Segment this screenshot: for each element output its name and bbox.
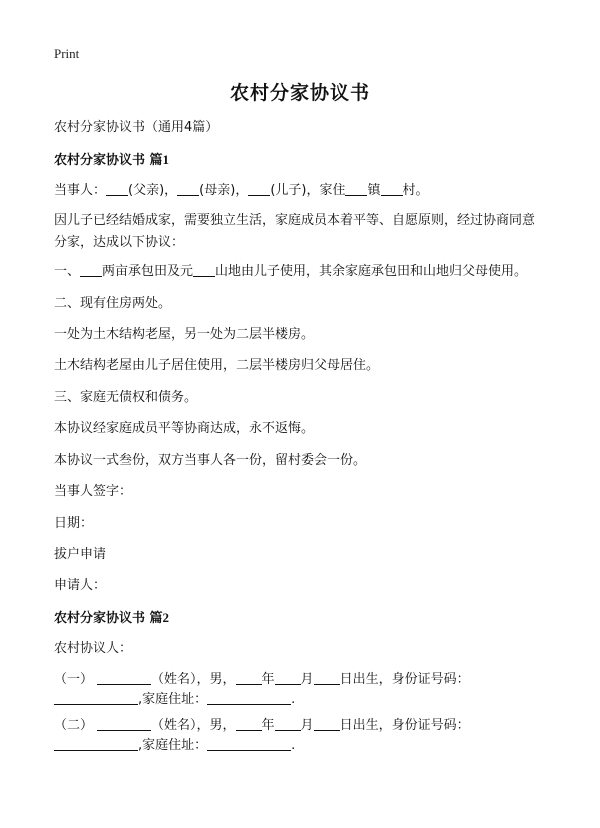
person-1-year: 年 <box>261 672 275 687</box>
blank-item-1a <box>80 262 102 277</box>
blank-son <box>248 181 270 196</box>
person-2-prefix: （二） <box>54 718 94 733</box>
intro-paragraph: 因儿子已经结婚成家，需要独立生活，家庭成员本着平等、自愿原则，经过协商同意分家，达成以下协议： <box>54 213 536 250</box>
item-1 <box>54 262 554 282</box>
mother-label: (母亲)， <box>199 183 249 198</box>
person-1-prefix: （一） <box>54 672 94 687</box>
father-label: (父亲)， <box>128 183 178 198</box>
date-label: 日期： <box>54 516 94 531</box>
person-1-address: ,家庭住址： <box>138 692 208 707</box>
item-2: 二、现有住房两处。 <box>54 296 172 311</box>
blank-name-2 <box>97 716 151 731</box>
section-heading-number: 2 <box>162 610 170 625</box>
person-1-month: 月 <box>300 672 314 687</box>
document-subtitle: 农村分家协议书（通用4篇） <box>54 120 219 135</box>
section-heading-1 <box>54 150 554 171</box>
person-2-address: ,家庭住址： <box>138 738 208 753</box>
blank-address-2 <box>207 736 291 751</box>
person-2-line-1 <box>54 716 554 736</box>
item-1-rest: 山地由儿子使用，其余家庭承包田和山地归父母使用。 <box>215 264 528 279</box>
item-1-mid: 两亩承包田及元 <box>102 264 194 279</box>
signature-label: 当事人签字： <box>54 484 133 499</box>
section-heading-2 <box>54 608 554 629</box>
person-2-year: 年 <box>261 718 275 733</box>
person-2-name: （姓名），男， <box>151 718 236 733</box>
blank-town <box>345 181 367 196</box>
person-1-line-2 <box>54 690 554 710</box>
parties-line <box>54 181 554 201</box>
blank-day-1 <box>314 670 340 685</box>
item-3: 三、家庭无债权和债务。 <box>54 390 198 405</box>
item-2a: 一处为土木结构老屋，另一处为二层半楼房。 <box>54 327 315 342</box>
blank-mother <box>177 181 199 196</box>
blank-month-1 <box>275 670 301 685</box>
item-1-prefix: 一、 <box>54 264 81 279</box>
village-label: 村。 <box>402 183 429 198</box>
document-title: 农村分家协议书 <box>229 82 370 104</box>
blank-month-2 <box>275 716 301 731</box>
parties-prefix: 当事人： <box>54 183 107 198</box>
blank-id-1 <box>54 690 138 705</box>
person-1-end: . <box>291 692 296 707</box>
son-label: (儿子)，家住 <box>270 183 346 198</box>
blank-village <box>381 181 403 196</box>
blank-year-2 <box>236 716 262 731</box>
person-2-day: 日出生，身份证号码： <box>339 718 470 733</box>
hukou-label: 拔户申请 <box>54 547 107 562</box>
person-1-name: （姓名），男， <box>151 672 236 687</box>
person-2-line-2 <box>54 736 554 756</box>
clause-1: 本协议经家庭成员平等协商达成，永不返悔。 <box>54 421 315 436</box>
section-heading-text: 农村分家协议书 篇 <box>54 153 163 168</box>
item-2b: 土木结构老屋由儿子居住使用，二层半楼房归父母居住。 <box>54 358 380 373</box>
section-heading-number: 1 <box>162 152 170 167</box>
blank-father <box>106 181 128 196</box>
applicant-label: 申请人： <box>54 578 107 593</box>
blank-year-1 <box>236 670 262 685</box>
blank-day-2 <box>314 716 340 731</box>
blank-name-1 <box>97 670 151 685</box>
blank-address-1 <box>207 690 291 705</box>
person-2-end: . <box>291 738 296 753</box>
blank-id-2 <box>54 736 138 751</box>
town-label: 镇 <box>367 183 381 198</box>
blank-item-1b <box>193 262 215 277</box>
clause-2: 本协议一式叁份，双方当事人各一份，留村委会一份。 <box>54 453 367 468</box>
person-1-line-1 <box>54 670 554 690</box>
print-link[interactable]: Print <box>54 46 80 61</box>
parties-label: 农村协议人： <box>54 641 133 656</box>
person-2-month: 月 <box>300 718 314 733</box>
person-1-day: 日出生，身份证号码： <box>339 672 470 687</box>
section-heading-text: 农村分家协议书 篇 <box>54 611 163 626</box>
